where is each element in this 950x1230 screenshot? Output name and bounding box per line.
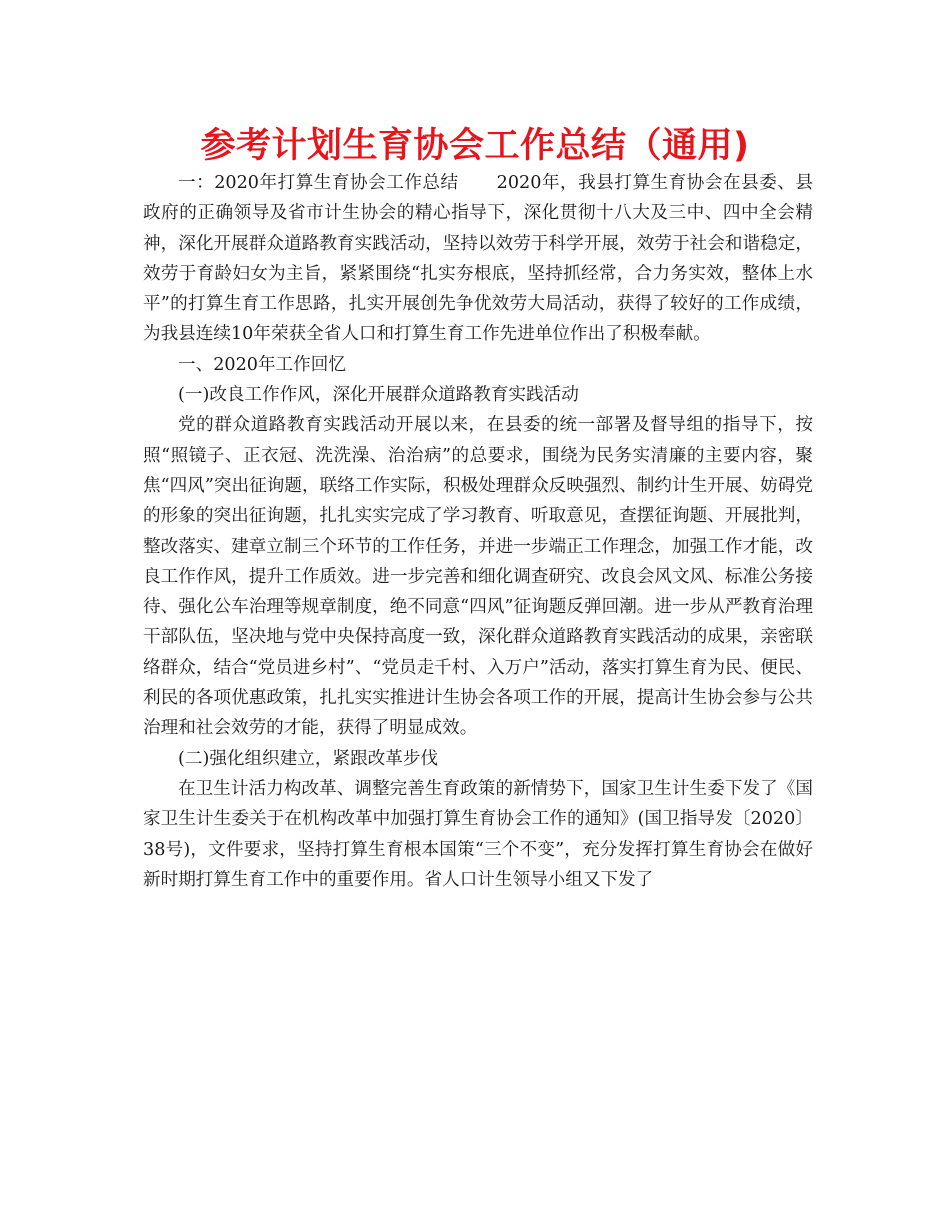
intro-text: 2020年，我县打算生育协会在县委、县政府的正确领导及省市计生协会的精心指导下，深化贯彻十八大及三中、四中全会精神，深化开展群众道路教育实践活动，坚持以效劳于科学开展，效劳于社会和谐稳定，效劳于育龄妇女为主旨，紧紧围绕“扎实夯根底，坚持抓经常，合力务实效，整体上水平”的打算生育工作思路，扎实开展创先争优效劳大局活动，获得了较好的工作成绩，为我县连续10年荣获全省人口和打算生育工作先进单位作出了积极奉献。: [143, 173, 814, 345]
body-paragraph-1: 党的群众道路教育实践活动开展以来，在县委的统一部署及督导组的指导下，按照“照镜子、正衣冠、洗洗澡、治治病”的总要求，围绕为民务实清廉的主要内容，聚焦“四风”突出征询题，联络工作实际，积极处理群众反映强烈、制约计生开展、妨碍党的形象的突出征询题，扎扎实实完成了学习教育、听取意见，查摆征询题、开展批判，整改落实、建章立制三个环节的工作任务，并进一步端正工作理念，加强工作才能，改良工作作风，提升工作质效。进一步完善和细化调查研究、改良会风文风、标准公务接待、强化公车治理等规章制度，绝不同意“四风”征询题反弹回潮。进一步从严教育治理干部队伍，坚决地与党中央保持高度一致，深化群众道路教育实践活动的成果，亲密联络群众，结合“党员进乡村”、“党员走千村、入万户”活动，落实打算生育为民、便民、利民的各项优惠政策，扎扎实实推进计生协会各项工作的开展，提高计生协会参与公共治理和社会效劳的才能，获得了明显成效。: [143, 415, 813, 739]
subsection-heading-1: (一)改良工作作风，深化开展群众道路教育实践活动: [178, 385, 579, 406]
document-title: 参考计划生育协会工作总结（通用): [200, 126, 750, 166]
body-paragraph-2: 在卫生计活力构改革、调整完善生育政策的新情势下，国家卫生计生委下发了《国家卫生计生委关于在机构改革中加强打算生育协会工作的通知》(国卫指导发〔2020〕38号)，文件要求，坚持打算生育根本国策“三个不变”，充分发挥打算生育协会在做好新时期打算生育工作中的重要作用。省人口计生领导小组又下发了: [143, 778, 813, 890]
intro-paragraph: [143, 168, 813, 350]
document-body: [143, 168, 813, 895]
section-heading-review: 一、2020年工作回忆: [178, 354, 346, 375]
subsection-heading-2: (二)强化组织建立，紧跟改革步伐: [178, 748, 439, 769]
intro-lead: 一：2020年打算生育协会工作总结: [178, 173, 459, 193]
